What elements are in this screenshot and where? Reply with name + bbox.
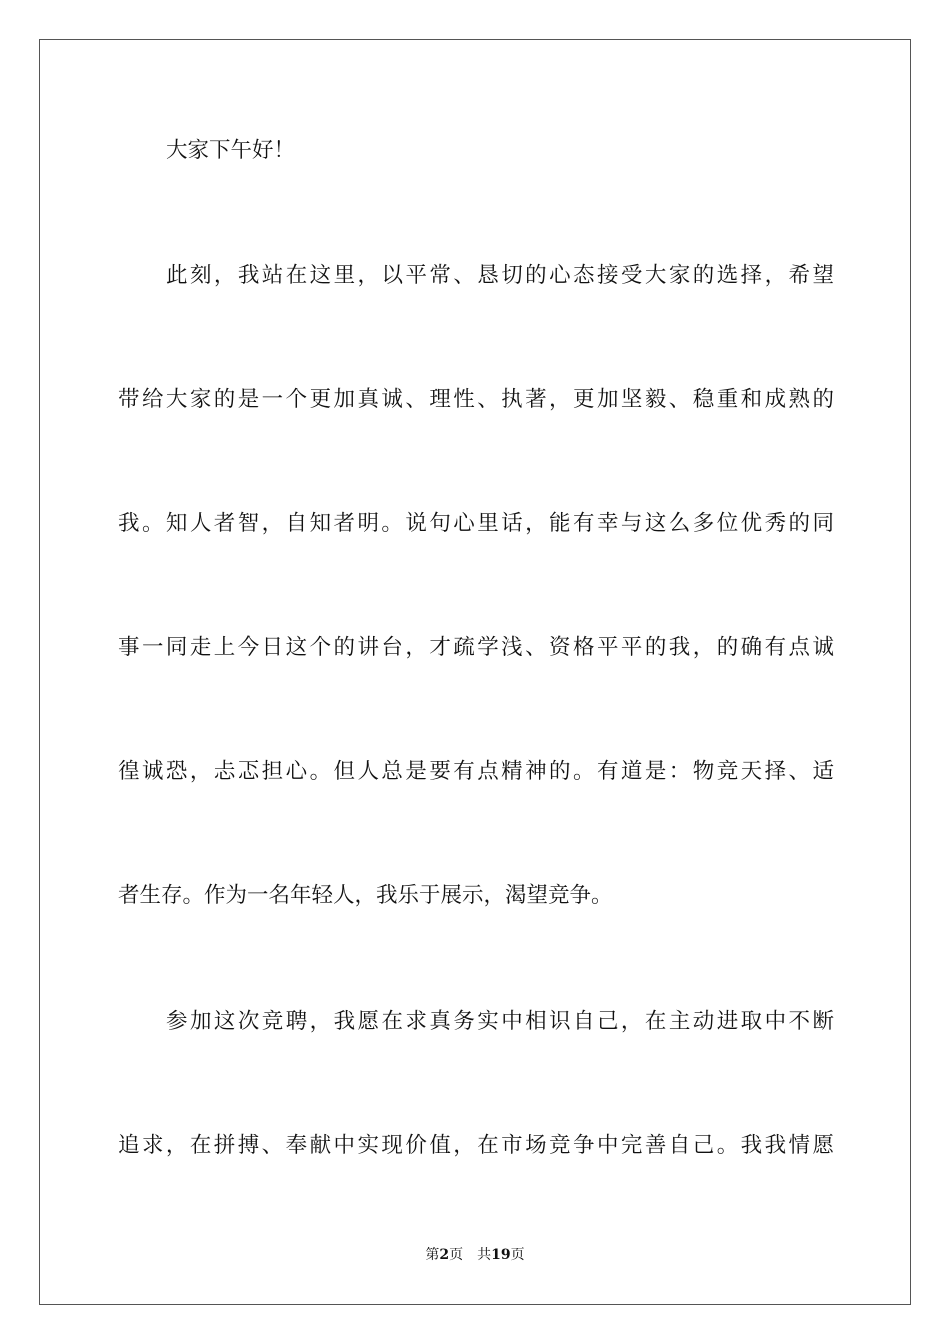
text-line: 徨诚恐，忐忑担心。但人总是要有点精神的。有道是：物竞天择、适 xyxy=(118,759,834,784)
text-line: 我。知人者智，自知者明。说句心里话，能有幸与这么多位优秀的同 xyxy=(118,511,834,536)
text-line: 此刻，我站在这里，以平常、恳切的心态接受大家的选择，希望 xyxy=(166,263,834,288)
footer-total-suffix: 页 xyxy=(510,1247,525,1263)
text-line-greeting: 大家下午好！ xyxy=(166,138,296,163)
footer-total-prefix: 共 xyxy=(477,1247,492,1263)
page-footer xyxy=(0,1246,950,1264)
footer-page-prefix: 第 xyxy=(425,1247,440,1263)
footer-page-number: 2 xyxy=(439,1247,450,1263)
text-line: 追求，在拼搏、奉献中实现价值，在市场竞争中完善自己。我我情愿 xyxy=(118,1133,834,1158)
text-line: 参加这次竞聘，我愿在求真务实中相识自己，在主动进取中不断 xyxy=(166,1009,834,1034)
footer-page-suffix: 页 xyxy=(449,1247,464,1263)
text-line: 带给大家的是一个更加真诚、理性、执著，更加坚毅、稳重和成熟的 xyxy=(118,387,834,412)
footer-total-pages: 19 xyxy=(491,1247,511,1263)
page-border xyxy=(39,39,911,1305)
text-line: 者生存。作为一名年轻人，我乐于展示，渴望竞争。 xyxy=(118,883,613,908)
text-line: 事一同走上今日这个的讲台，才疏学浅、资格平平的我，的确有点诚 xyxy=(118,635,834,660)
